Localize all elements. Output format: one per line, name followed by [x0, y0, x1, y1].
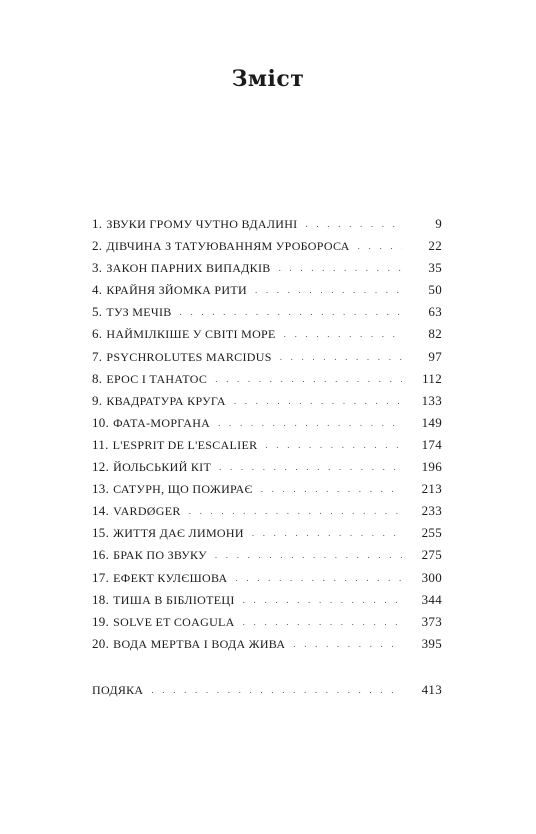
page-number: 9	[435, 216, 442, 231]
page-number: 50	[428, 282, 442, 298]
page-number: 275	[421, 547, 442, 563]
page-title: Зміст	[231, 66, 305, 92]
page-number: 233	[421, 503, 442, 519]
chapter-number: 3.	[92, 260, 103, 276]
page-number: 97	[428, 348, 442, 364]
chapter-title: ВОДА МЕРТВА І ВОДА ЖИВА	[113, 636, 286, 651]
dot-leader	[215, 550, 402, 560]
chapter-title: L'ESPRIT DE L'ESCALIER	[112, 437, 258, 452]
dot-leader	[180, 307, 402, 317]
page-number: 373	[421, 613, 442, 629]
dot-leader	[219, 462, 402, 472]
chapter-title: КРАЙНЯ ЗЙОМКА РИТИ	[106, 283, 247, 298]
toc-entry	[92, 481, 442, 503]
page-number: 112	[422, 370, 442, 386]
toc-entry	[92, 570, 442, 592]
dot-leader	[252, 528, 402, 538]
page-number: 395	[421, 635, 442, 651]
chapter-title: ФАТА-МОРГАНА	[113, 415, 211, 430]
toc-entry	[92, 282, 442, 304]
chapter-title: PSYCHROLUTES MARCIDUS	[106, 349, 272, 364]
chapter-number: 12.	[92, 459, 110, 475]
chapter-title: КВАДРАТУРА КРУГА	[106, 393, 226, 408]
page-number: 22	[428, 238, 442, 254]
chapter-title: ЙОЛЬСЬКИЙ КІТ	[113, 460, 212, 475]
dot-leader	[189, 506, 402, 516]
dot-leader	[284, 329, 402, 339]
chapter-number: 8.	[92, 370, 103, 386]
chapter-title: SOLVE ET COAGULA	[113, 614, 235, 629]
chapter-title: ЖИТТЯ ДАЄ ЛИМОНИ	[113, 526, 244, 541]
toc-entry-acknowledgements	[92, 682, 442, 704]
dot-leader	[215, 374, 402, 384]
chapter-title: НАЙМІЛКІШЕ У СВІТІ МОРЕ	[106, 327, 276, 342]
page-number: 413	[421, 681, 442, 697]
toc-entry	[92, 437, 442, 459]
chapter-title: VARDØGER	[113, 504, 181, 519]
toc-entry	[92, 415, 442, 437]
chapter-number: 20.	[92, 635, 110, 651]
toc-entry	[92, 216, 442, 238]
chapter-number: 19.	[92, 613, 110, 629]
chapter-title: ЕФЕКТ КУЛЄШОВА	[113, 570, 228, 585]
dot-leader	[265, 440, 402, 450]
dot-leader	[261, 484, 402, 494]
toc-entry	[92, 525, 442, 547]
toc-entry	[92, 592, 442, 614]
page-number: 149	[421, 414, 442, 430]
page-number: 174	[421, 436, 442, 452]
toc-entry	[92, 636, 442, 658]
dot-leader	[151, 685, 402, 695]
toc-entry	[92, 459, 442, 481]
chapter-number: 5.	[92, 304, 103, 320]
chapter-title: ЕРОС І ТАНАТОС	[106, 371, 208, 386]
toc-entry	[92, 371, 442, 393]
chapter-title: ЗАКОН ПАРНИХ ВИПАДКІВ	[106, 261, 271, 276]
chapter-number: 9.	[92, 392, 103, 408]
dot-leader	[280, 352, 402, 362]
chapter-title: БРАК ПО ЗВУКУ	[113, 548, 207, 563]
toc-entry	[92, 326, 442, 348]
dot-leader	[255, 285, 402, 295]
toc-entry	[92, 304, 442, 326]
chapter-number: 11.	[92, 436, 109, 452]
page-number: 133	[421, 392, 442, 408]
chapter-title: САТУРН, ЩО ПОЖИРАЄ	[113, 482, 253, 497]
chapter-number: 4.	[92, 282, 103, 298]
chapter-number: 17.	[92, 569, 110, 585]
chapter-title: ТИША В БІБЛІОТЕЦІ	[113, 592, 235, 607]
toc-entry	[92, 238, 442, 260]
chapter-number: 7.	[92, 348, 103, 364]
dot-leader	[279, 263, 402, 273]
dot-leader	[234, 396, 402, 406]
chapter-number: 10.	[92, 414, 110, 430]
chapter-number: 2.	[92, 238, 103, 254]
toc-entry	[92, 547, 442, 569]
chapter-title: ТУЗ МЕЧІВ	[106, 305, 172, 320]
page-number: 213	[421, 481, 442, 497]
dot-leader	[235, 573, 402, 583]
dot-leader	[243, 595, 402, 605]
chapter-number: 13.	[92, 481, 110, 497]
toc-entry	[92, 349, 442, 371]
acknowledgements-title: ПОДЯКА	[92, 682, 144, 697]
page-number: 196	[421, 459, 442, 475]
page-number: 300	[421, 569, 442, 585]
page-number: 255	[421, 525, 442, 541]
dot-leader	[243, 617, 402, 627]
dot-leader	[218, 418, 402, 428]
chapter-number: 14.	[92, 503, 110, 519]
chapter-title: ДІВЧИНА З ТАТУЮВАННЯМ УРОБОРОСА	[106, 239, 350, 254]
dot-leader	[305, 219, 402, 229]
page-number: 344	[421, 591, 442, 607]
chapter-title: ЗВУКИ ГРОМУ ЧУТНО ВДАЛИНІ	[106, 217, 298, 231]
chapter-number: 6.	[92, 326, 103, 342]
chapter-number: 16.	[92, 547, 110, 563]
toc-entry	[92, 260, 442, 282]
toc-entry	[92, 614, 442, 636]
chapter-number: 1.	[92, 216, 103, 231]
dot-leader	[358, 241, 402, 251]
chapter-number: 18.	[92, 591, 110, 607]
toc-entry	[92, 393, 442, 415]
toc-entry	[92, 503, 442, 525]
dot-leader	[293, 639, 402, 649]
chapter-number: 15.	[92, 525, 110, 541]
page-number: 35	[428, 260, 442, 276]
page-number: 82	[428, 326, 442, 342]
page-number: 63	[428, 304, 442, 320]
table-of-contents	[92, 216, 442, 704]
